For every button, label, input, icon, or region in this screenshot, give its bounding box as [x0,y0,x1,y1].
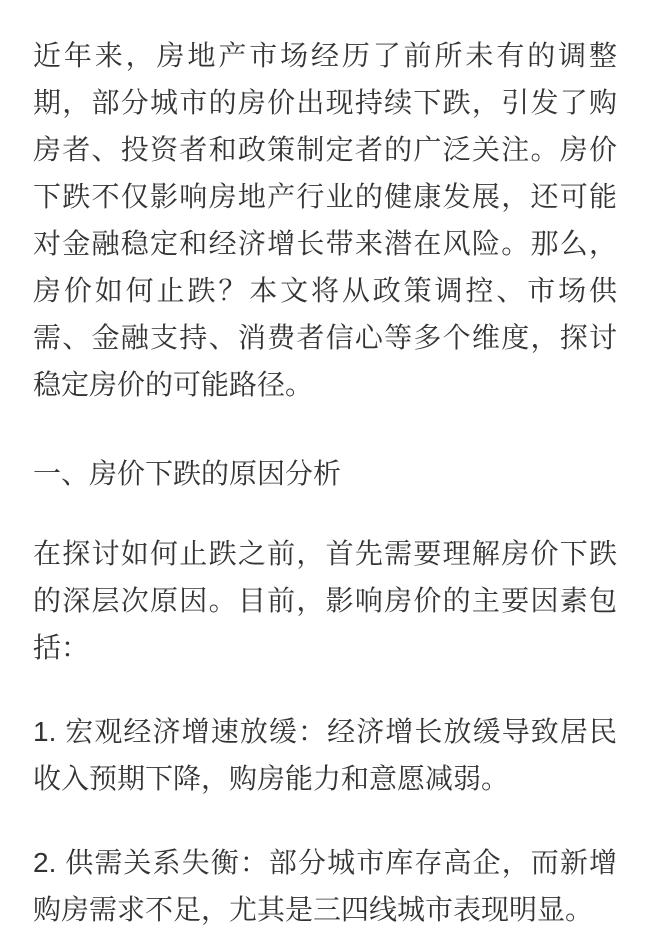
article-paragraph-lead-in: 在探讨如何止跌之前，首先需要理解房价下跌的深层次原因。目前，影响房价的主要因素包括： [33,538,617,663]
article-paragraph-intro: 近年来，房地产市场经历了前所未有的调整期，部分城市的房价出现持续下跌，引发了购房者、投资者和政策制定者的广泛关注。房价下跌不仅影响房地产行业的健康发展，还可能对金融稳定和经济增长带来潜在风险。那么，房价如何止跌？本文将从政策调控、市场供需、金融支持、消费者信心等多个维度，探讨稳定房价的可能路径。 [33,40,617,400]
section-heading-reasons: 一、房价下跌的原因分析 [33,458,342,489]
article-list-item-1: 1. 宏观经济增速放缓：经济增长放缓导致居民收入预期下降，购房能力和意愿减弱。 [33,716,617,794]
article-list-item-2: 2. 供需关系失衡：部分城市库存高企，而新增购房需求不足，尤其是三四线城市表现明显。 [33,847,617,925]
